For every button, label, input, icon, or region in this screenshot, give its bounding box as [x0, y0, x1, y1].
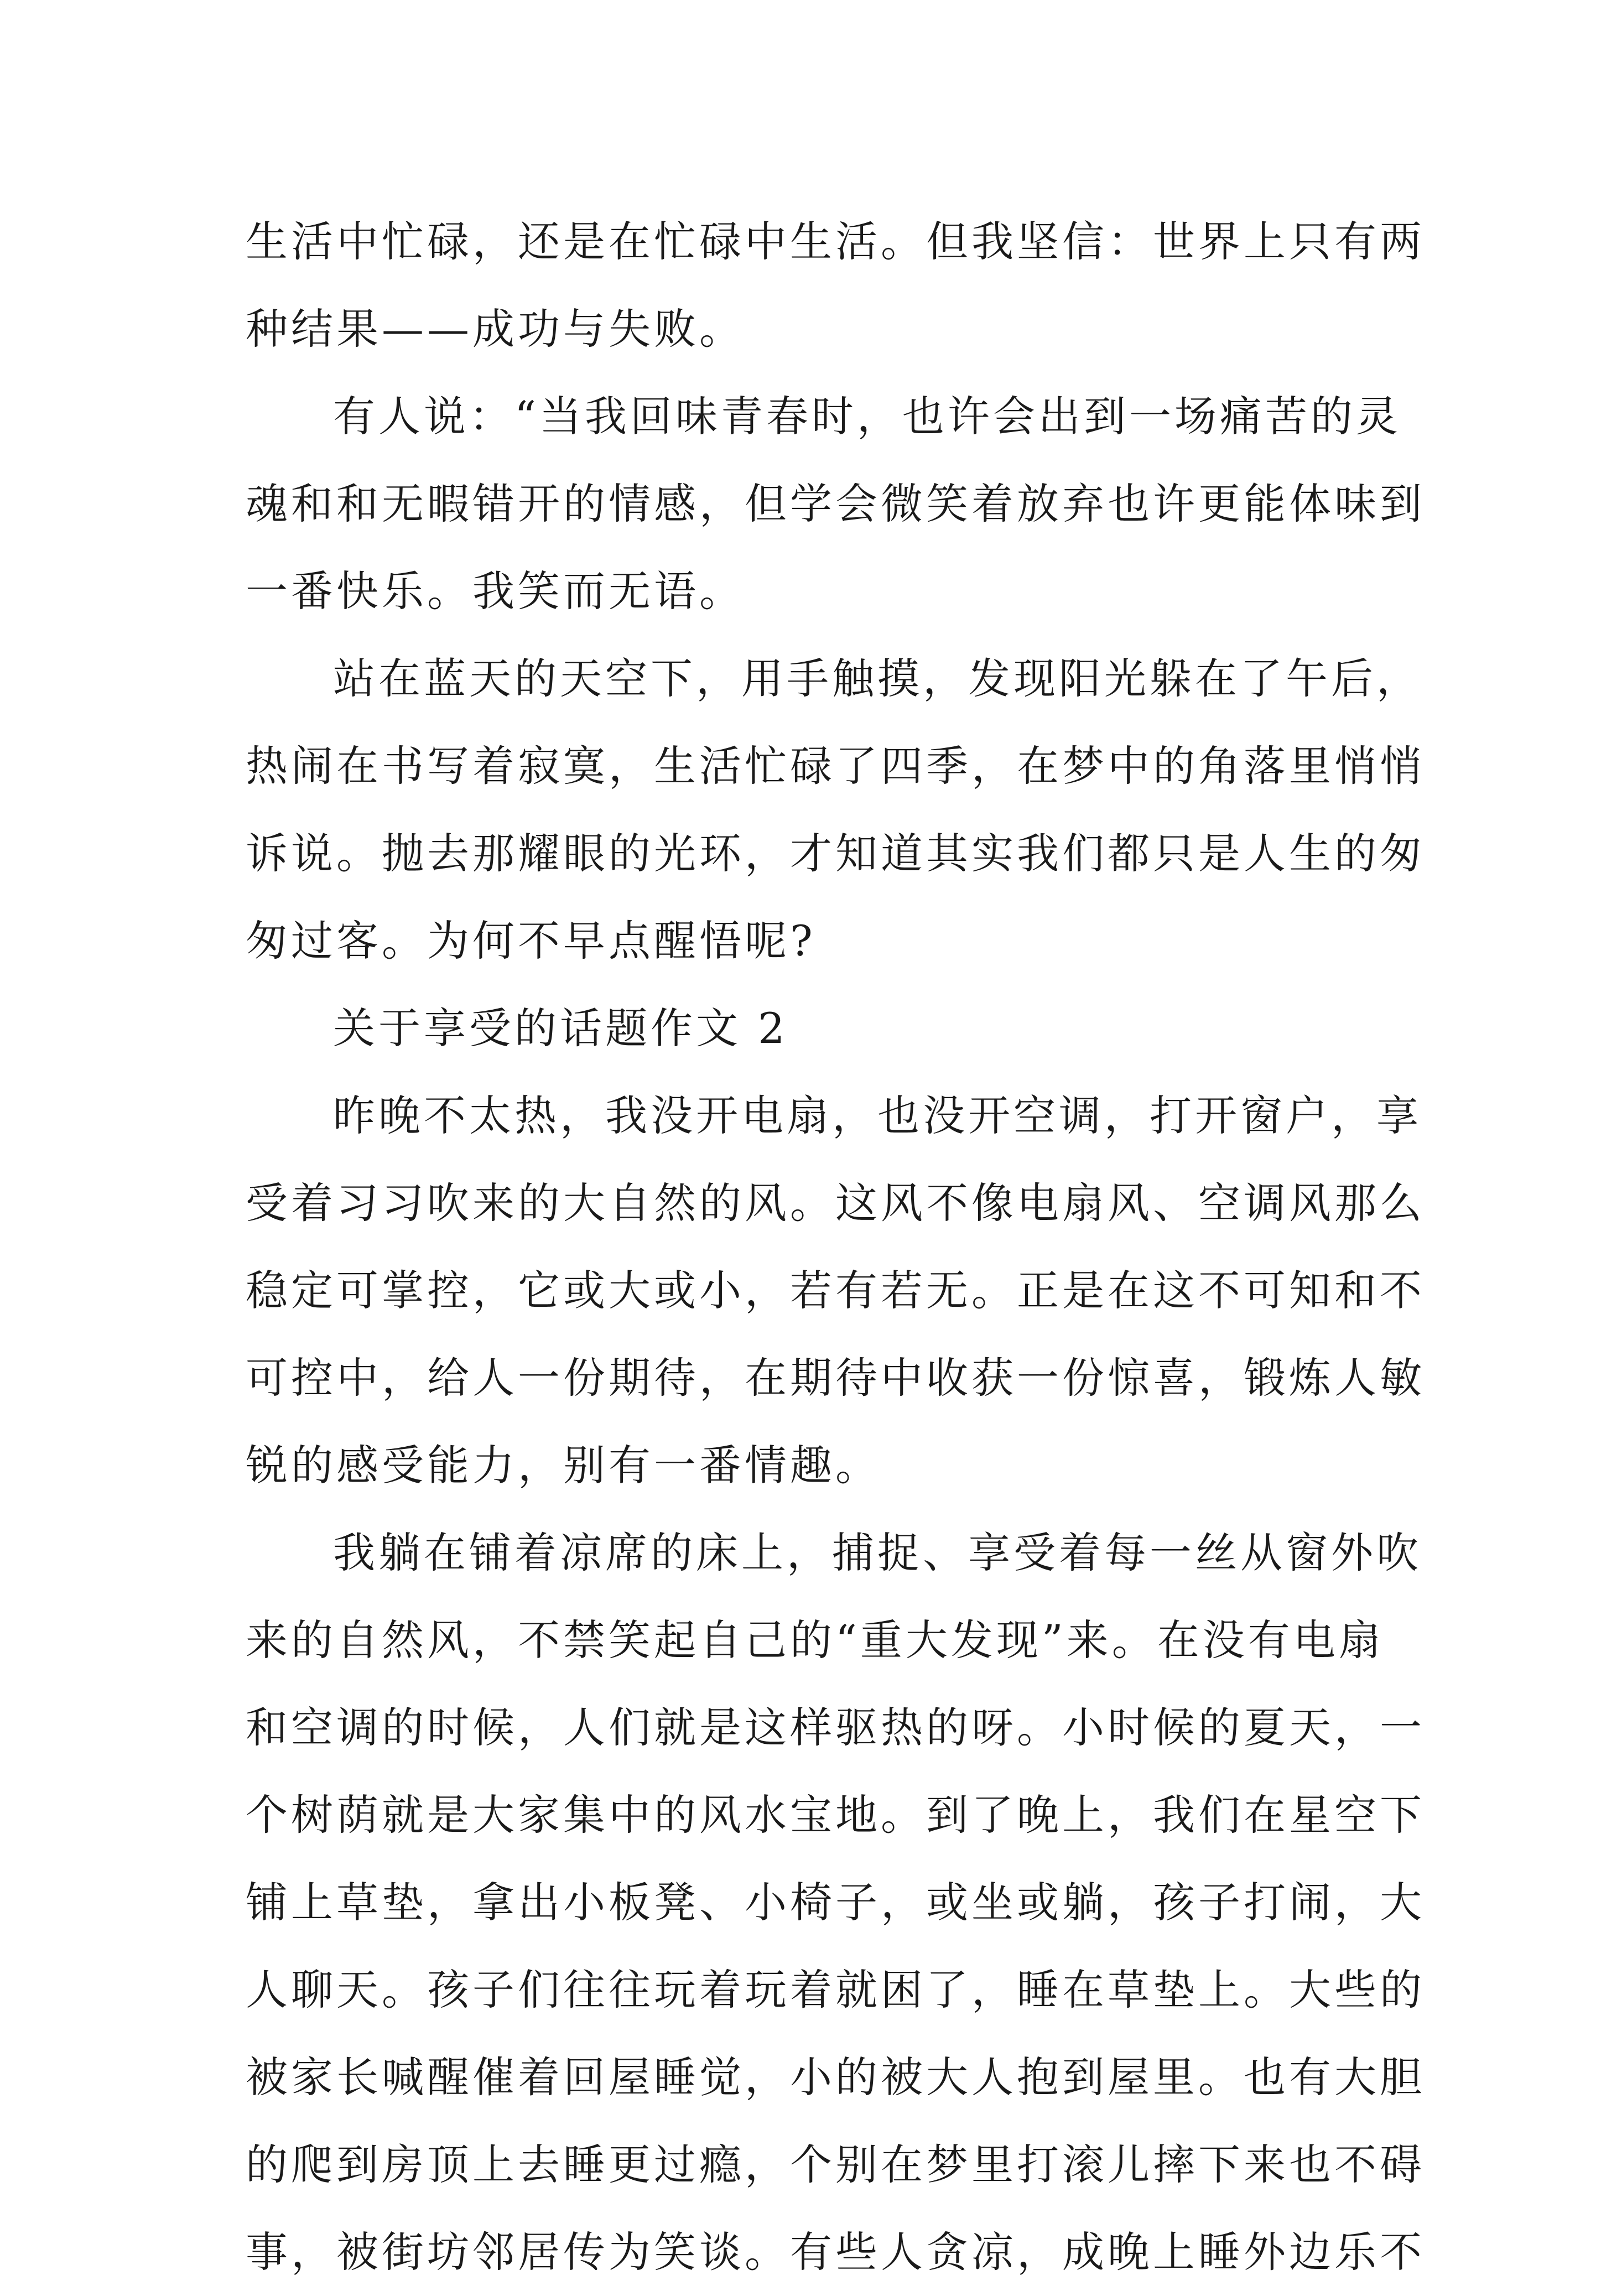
text-line: 铺上草垫，拿出小板凳、小椅子，或坐或躺，孩子打闹，大	[246, 1878, 1425, 1927]
text-line: 受着习习吹来的大自然的风。这风不像电扇风、空调风那么	[246, 1178, 1425, 1228]
text-line: 人聊天。孩子们往往玩着玩着就困了，睡在草垫上。大些的	[246, 1965, 1425, 2014]
text-line: 魂和和无暇错开的情感，但学会微笑着放弃也许更能体味到	[246, 479, 1425, 528]
essay-body	[246, 198, 1425, 2296]
text-line: 昨晚不太热，我没开电扇，也没开空调，打开窗户，享	[333, 1091, 1422, 1140]
section-heading: 关于享受的话题作文 2	[333, 1004, 788, 1053]
text-line: 和空调的时候，人们就是这样驱热的呀。小时候的夏天，一	[246, 1703, 1425, 1752]
text-line: 有人说：“当我回味青春时，也许会出到一场痛苦的灵	[333, 392, 1401, 441]
text-line: 锐的感受能力，别有一番情趣。	[246, 1441, 881, 1490]
text-line: 我躺在铺着凉席的床上，捕捉、享受着每一丝从窗外吹	[333, 1528, 1422, 1577]
text-line: 生活中忙碌，还是在忙碌中生活。但我坚信：世界上只有两	[246, 217, 1425, 266]
text-line: 一番快乐。我笑而无语。	[246, 567, 745, 616]
text-line: 种结果——成功与失败。	[246, 304, 745, 354]
text-line: 可控中，给人一份期待，在期待中收获一份惊喜，锻炼人敏	[246, 1353, 1425, 1402]
text-line: 匆过客。为何不早点醒悟呢?	[246, 916, 816, 965]
text-line: 稳定可掌控，它或大或小，若有若无。正是在这不可知和不	[246, 1266, 1425, 1315]
text-line: 个树荫就是大家集中的风水宝地。到了晚上，我们在星空下	[246, 1790, 1425, 1840]
text-line: 事，被街坊邻居传为笑谈。有些人贪凉，成晚上睡外边乐不	[246, 2227, 1425, 2277]
text-line: 来的自然风，不禁笑起自己的“重大发现”来。在没有电扇	[246, 1615, 1384, 1665]
text-line: 被家长喊醒催着回屋睡觉，小的被大人抱到屋里。也有大胆	[246, 2053, 1425, 2102]
text-line: 的爬到房顶上去睡更过瘾，个别在梦里打滚儿摔下来也不碍	[246, 2140, 1425, 2189]
text-line: 诉说。抛去那耀眼的光环，才知道其实我们都只是人生的匆	[246, 829, 1425, 878]
text-line: 热闹在书写着寂寞，生活忙碌了四季，在梦中的角落里悄悄	[246, 741, 1425, 791]
text-line: 站在蓝天的天空下，用手触摸，发现阳光躲在了午后，	[333, 654, 1422, 703]
